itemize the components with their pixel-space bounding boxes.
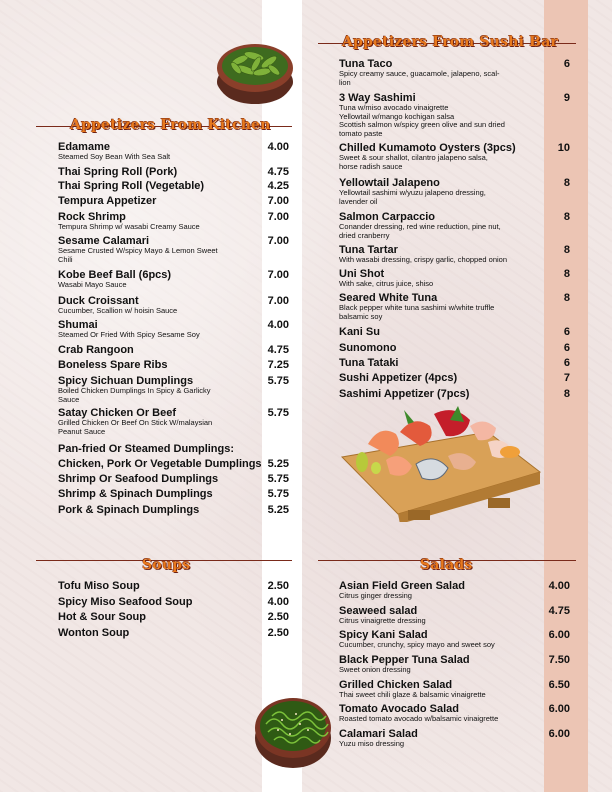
menu-item	[339, 211, 524, 240]
menu-item	[339, 142, 524, 171]
menu-item-price: 7.00	[267, 235, 289, 247]
menu-item	[58, 504, 258, 516]
kitchen-title: Appetizers From Kitchen	[70, 117, 271, 133]
menu-item-price: 5.75	[267, 407, 289, 419]
menu-item	[58, 473, 258, 485]
menu-item	[339, 357, 524, 369]
menu-item-description: Spicy creamy sauce, guacamole, jalapeno, scal- lion	[339, 69, 500, 87]
menu-item-name: Grilled Chicken Salad	[339, 679, 453, 691]
menu-item-description: Yuzu miso dressing	[339, 739, 405, 748]
menu-item-name: Tomato Avocado Salad	[339, 703, 460, 715]
menu-item-description: Grilled Chicken Or Beef On Stick W/malaysian Peanut Sauce	[58, 418, 213, 436]
menu-item	[58, 344, 258, 356]
menu-item-name: Tuna Tartar	[339, 244, 398, 256]
menu-item	[58, 458, 262, 470]
menu-item-name: 3 Way Sashimi	[339, 92, 416, 104]
menu-item-description: With sake, citrus juice, shiso	[339, 279, 434, 288]
menu-item-price: 5.75	[267, 375, 289, 387]
menu-item-name: Chilled Kumamoto Oysters (3pcs)	[339, 142, 516, 154]
menu-item-price: 8	[563, 211, 570, 223]
menu-item	[339, 580, 539, 601]
menu-item-name: Sushi Appetizer (4pcs)	[339, 372, 458, 384]
menu-item	[58, 166, 258, 178]
menu-item-price: 4.75	[548, 605, 570, 617]
menu-item-description: Yellowtail sashimi w/yuzu jalapeno dressing, lavender oil	[339, 188, 486, 206]
menu-item-name: Seared White Tuna	[339, 292, 438, 304]
menu-item-name: Kani Su	[339, 326, 380, 338]
menu-item-name: Yellowtail Jalapeno	[339, 177, 440, 189]
menu-item-name: Tempura Appetizer	[58, 195, 157, 207]
menu-item	[58, 211, 258, 232]
menu-item-price: 4.00	[267, 141, 289, 153]
menu-item-price: 7.25	[267, 359, 289, 371]
seaweed-salad-bowl-image	[252, 690, 334, 772]
menu-item-name: Seaweed salad	[339, 605, 418, 617]
menu-item-name: Calamari Salad	[339, 728, 418, 740]
soups-title: Soups	[142, 557, 191, 573]
menu-item-price: 7.00	[267, 211, 289, 223]
menu-item-description: Roasted tomato avocado w/balsamic vinaigrette	[339, 714, 499, 723]
menu-item-name: Thai Spring Roll (Vegetable)	[58, 180, 205, 192]
edamame-bowl-image	[214, 36, 296, 106]
menu-item	[339, 292, 524, 321]
menu-item	[58, 180, 258, 192]
menu-item-name: Wonton Soup	[58, 627, 130, 639]
menu-item	[339, 372, 524, 384]
menu-item-price: 7	[563, 372, 570, 384]
menu-item-price: 4.00	[267, 319, 289, 331]
menu-item	[58, 295, 258, 316]
menu-item-price: 8	[563, 244, 570, 256]
menu-item-price: 8	[563, 268, 570, 280]
menu-item-name: Boneless Spare Ribs	[58, 359, 168, 371]
menu-item	[339, 629, 539, 650]
menu-item-name: Sesame Calamari	[58, 235, 150, 247]
menu-item-price: 8	[563, 292, 570, 304]
menu-item-name: Black Pepper Tuna Salad	[339, 654, 470, 666]
menu-item-price: 6	[563, 357, 570, 369]
salads-title: Salads	[420, 557, 473, 573]
menu-item-description: Wasabi Mayo Sauce	[58, 280, 127, 289]
menu-item-price: 2.50	[267, 611, 289, 623]
menu-item-price: 6.00	[548, 629, 570, 641]
menu-item-name: Sashimi Appetizer (7pcs)	[339, 388, 470, 400]
menu-item-name: Pan-fried Or Steamed Dumplings:	[58, 443, 235, 455]
menu-item	[58, 407, 258, 436]
menu-item-price: 4.75	[267, 344, 289, 356]
menu-item	[339, 268, 524, 289]
menu-item	[58, 141, 258, 162]
menu-item-name: Spicy Sichuan Dumplings	[58, 375, 194, 387]
menu-item	[339, 58, 524, 87]
menu-item-price: 8	[563, 388, 570, 400]
menu-item-price: 2.50	[267, 580, 289, 592]
menu-item	[339, 177, 524, 206]
menu-item	[339, 605, 539, 626]
menu-item-price: 5.75	[267, 473, 289, 485]
menu-item	[58, 611, 258, 623]
menu-item-name: Satay Chicken Or Beef	[58, 407, 176, 419]
menu-item-description: Steamed Soy Bean With Sea Salt	[58, 152, 171, 161]
menu-item-name: Duck Croissant	[58, 295, 139, 307]
menu-item-price: 2.50	[267, 627, 289, 639]
sushi-bar-title: Appetizers From Sushi Bar	[342, 34, 559, 50]
menu-item-price: 4.25	[267, 180, 289, 192]
menu-item-price: 6.00	[548, 728, 570, 740]
menu-item-price: 6.50	[548, 679, 570, 691]
menu-item-description: Black pepper white tuna sashimi w/white truffle balsamic soy	[339, 303, 495, 321]
menu-item-name: Chicken, Pork Or Vegetable Dumplings	[58, 458, 262, 470]
menu-item-price: 7.00	[267, 195, 289, 207]
menu-item-price: 5.25	[267, 458, 289, 470]
menu-item-description: Citrus vinaigrette dressing	[339, 616, 426, 625]
menu-item-description: Tempura Shrimp w/ wasabi Creamy Sauce	[58, 222, 200, 231]
menu-item-description: Sweet onion dressing	[339, 665, 411, 674]
menu-item-name: Kobe Beef Ball (6pcs)	[58, 269, 172, 281]
menu-item-name: Tuna Taco	[339, 58, 393, 70]
menu-item-description: Tuna w/miso avocado vinaigrette Yellowtail w/mango kochigan salsa Scottish salmon w/spicy green olive and sun dried tomato paste	[339, 103, 505, 138]
menu-item-description: Citrus ginger dressing	[339, 591, 412, 600]
menu-item-description: Sesame Crusted W/spicy Mayo & Lemon Sweet Chili	[58, 246, 218, 264]
menu-item-price: 7.50	[548, 654, 570, 666]
menu-item-name: Rock Shrimp	[58, 211, 126, 223]
menu-item	[58, 319, 258, 340]
menu-item	[339, 728, 539, 749]
menu-item-price: 8	[563, 177, 570, 189]
menu-item-description: Sweet & sour shallot, cilantro jalapeno salsa, horse radish sauce	[339, 153, 488, 171]
menu-item-description: Steamed Or Fried With Spicy Sesame Soy	[58, 330, 200, 339]
menu-item-name: Thai Spring Roll (Pork)	[58, 166, 178, 178]
menu-item	[58, 359, 258, 371]
menu-item	[58, 375, 258, 404]
menu-item	[58, 235, 258, 264]
menu-item-price: 5.75	[267, 488, 289, 500]
menu-item-price: 6	[563, 58, 570, 70]
menu-item	[58, 580, 258, 592]
menu-item-description: Conander dressing, red wine reduction, pine nut, dried cranberry	[339, 222, 501, 240]
menu-item	[339, 342, 524, 354]
menu-item-name: Spicy Miso Seafood Soup	[58, 596, 193, 608]
menu-item	[339, 244, 524, 265]
menu-item	[58, 596, 258, 608]
menu-item-name: Tofu Miso Soup	[58, 580, 140, 592]
menu-item	[58, 269, 258, 290]
menu-item-description: Cucumber, Scallion w/ hoisin Sauce	[58, 306, 178, 315]
menu-item-name: Asian Field Green Salad	[339, 580, 465, 592]
menu-item	[339, 703, 539, 724]
menu-item	[339, 388, 524, 400]
menu-item-name: Shumai	[58, 319, 98, 331]
menu-item-description: Boiled Chicken Dumplings In Spicy & Garlicky Sauce	[58, 386, 211, 404]
menu-item	[339, 654, 539, 675]
menu-item-description: Cucumber, crunchy, spicy mayo and sweet soy	[339, 640, 495, 649]
menu-item-name: Salmon Carpaccio	[339, 211, 435, 223]
menu-item-price: 5.25	[267, 504, 289, 516]
menu-item-name: Uni Shot	[339, 268, 385, 280]
menu-item-name: Sunomono	[339, 342, 397, 354]
menu-item	[58, 488, 258, 500]
menu-item-name: Crab Rangoon	[58, 344, 134, 356]
menu-item-name: Spicy Kani Salad	[339, 629, 428, 641]
menu-item-price: 10	[557, 142, 570, 154]
menu-item-price: 4.00	[548, 580, 570, 592]
menu-item	[339, 679, 539, 700]
menu-item	[58, 443, 258, 455]
menu-item-name: Edamame	[58, 141, 110, 153]
menu-item-name: Shrimp Or Seafood Dumplings	[58, 473, 219, 485]
menu-item	[339, 92, 524, 138]
menu-item-price: 9	[563, 92, 570, 104]
menu-item-price: 7.00	[267, 269, 289, 281]
menu-item-price: 7.00	[267, 295, 289, 307]
menu-item-price: 4.75	[267, 166, 289, 178]
menu-item	[58, 627, 258, 639]
menu-item-price: 6.00	[548, 703, 570, 715]
menu-item-name: Shrimp & Spinach Dumplings	[58, 488, 213, 500]
menu-item-price: 4.00	[267, 596, 289, 608]
menu-item-description: Thai sweet chili glaze & balsamic vinaigrette	[339, 690, 486, 699]
menu-item-price: 6	[563, 326, 570, 338]
menu-item	[58, 195, 258, 207]
menu-item-name: Hot & Sour Soup	[58, 611, 146, 623]
menu-item-name: Pork & Spinach Dumplings	[58, 504, 200, 516]
menu-item-name: Tuna Tataki	[339, 357, 399, 369]
menu-item-price: 6	[563, 342, 570, 354]
sashimi-plate-image	[338, 402, 544, 522]
menu-item	[339, 326, 524, 338]
menu-item-description: With wasabi dressing, crispy garlic, chopped onion	[339, 255, 507, 264]
